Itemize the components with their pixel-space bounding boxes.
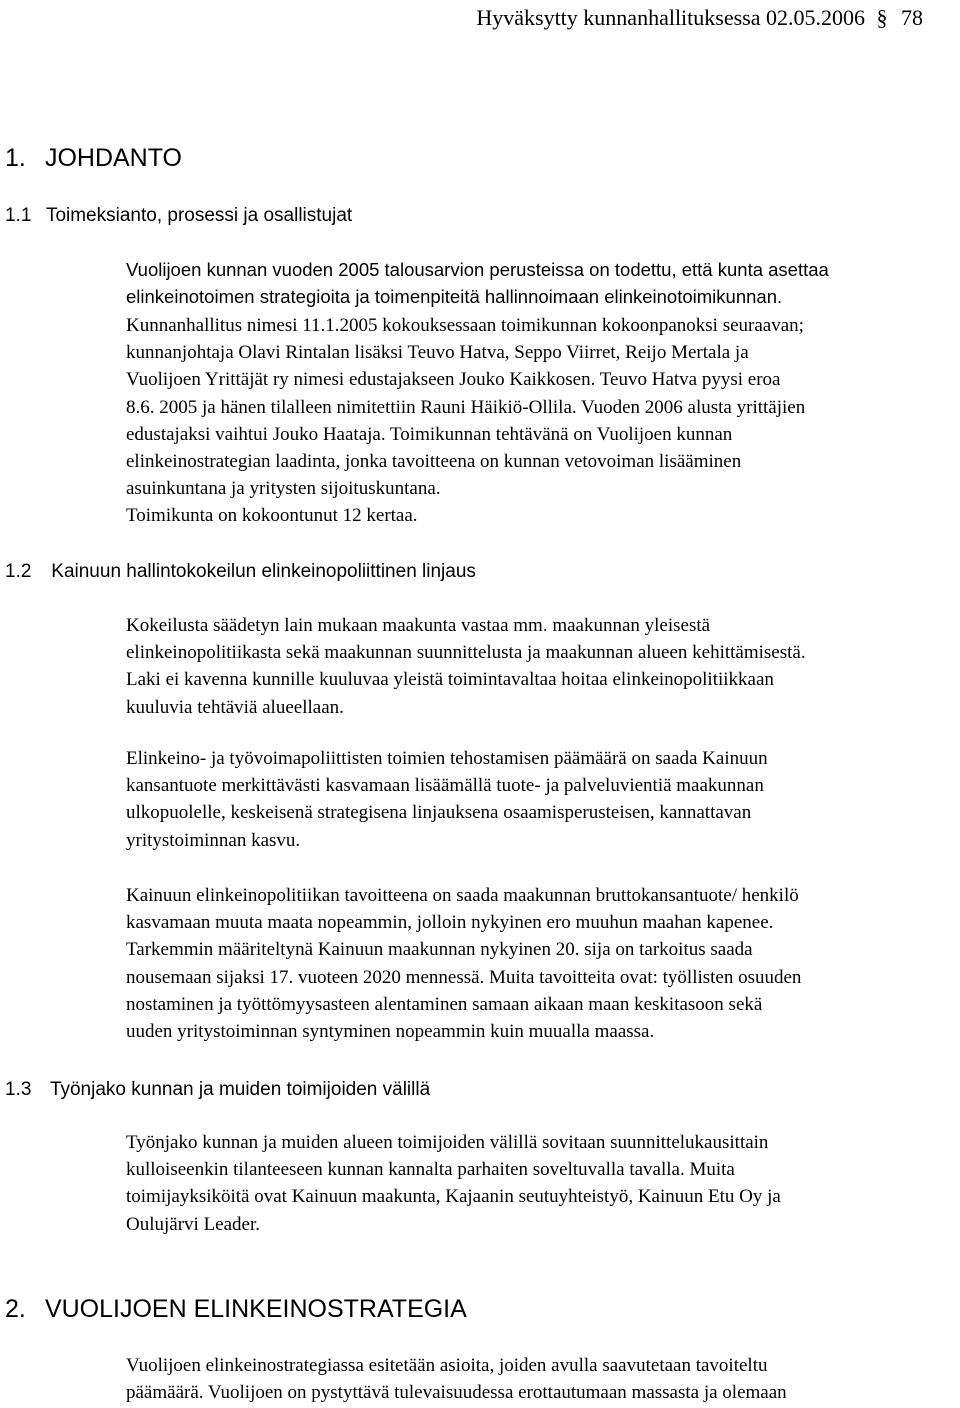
text-line: kasvamaan muuta maata nopeammin, jolloin nykyinen ero muuhun maahan kapenee.: [126, 912, 774, 934]
text-line: uuden yritystoiminnan syntyminen nopeammin kuin muualla maassa.: [126, 1021, 655, 1043]
text-line: Oulujärvi Leader.: [126, 1213, 261, 1235]
text-line: elinkeinopolitiikasta sekä maakunnan suunnittelusta ja maakunnan alueen kehittämisestä.: [126, 642, 806, 664]
paragraph-7: [126, 1352, 958, 1406]
paragraph-3: [126, 612, 958, 721]
text-line: elinkeinotoimen strategioita ja toimenpiteitä hallinnoimaan elinkeinotoimikunnan.: [126, 286, 783, 308]
text-line: Toimikunta on kokoontunut 12 kertaa.: [126, 505, 418, 527]
section-sign: §: [876, 5, 888, 30]
text-line: Kokeilusta säädetyn lain mukaan maakunta vastaa mm. maakunnan yleisestä: [126, 615, 711, 636]
heading-number: 1.3: [5, 1079, 32, 1100]
text-line: Tarkemmin määriteltynä Kainuun maakunnan nykyinen 20. sija on tarkoitus saada: [126, 939, 753, 961]
heading-number: 1.2: [5, 561, 32, 582]
section-heading-1-3: [5, 1077, 430, 1103]
text-line: kunnanjohtaja Olavi Rintalan lisäksi Teuvo Hatva, Seppo Viirret, Reijo Mertala ja: [126, 342, 749, 364]
section-heading-2: [5, 1293, 467, 1325]
text-line: Työnjako kunnan ja muiden alueen toimijoiden välillä sovitaan suunnittelukausittain: [126, 1132, 769, 1153]
section-heading-1-1: [5, 203, 352, 229]
text-line: Vuolijoen Yrittäjät ry nimesi edustajakseen Jouko Kaikkosen. Teuvo Hatva pyysi eroa: [126, 369, 781, 391]
heading-title: Työnjako kunnan ja muiden toimijoiden välillä: [49, 1079, 431, 1100]
section-heading-1-2: [5, 559, 476, 585]
heading-number: 1.1: [5, 205, 32, 226]
paragraph-1: [126, 256, 958, 310]
text-line: Kunnanhallitus nimesi 11.1.2005 kokouksessaan toimikunnan kokoonpanoksi seuraavan;: [126, 315, 804, 336]
text-line: Kainuun elinkeinopolitiikan tavoitteena on saada maakunnan bruttokansantuote/ henkilö: [126, 885, 799, 906]
text-line: nostaminen ja työttömyysasteen alentaminen samaan aikaan maan keskitasoon sekä: [126, 993, 763, 1015]
text-line: kansantuote merkittävästi kasvamaan lisäämällä tuote- ja palveluvientiä maakunnan: [126, 775, 764, 797]
paragraph-5: [126, 882, 958, 1045]
text-line: toimijayksiköitä ovat Kainuun maakunta, Kajaanin seutuyhteistyö, Kainuun Etu Oy ja: [126, 1186, 781, 1208]
text-line: edustajaksi vaihtui Jouko Haataja. Toimikunnan tehtävänä on Vuolijoen kunnan: [126, 423, 733, 445]
heading-title: VUOLIJOEN ELINKEINOSTRATEGIA: [44, 1295, 467, 1323]
heading-number: 2.: [5, 1295, 26, 1323]
paragraph-2: [126, 312, 958, 530]
page-header: [476, 0, 923, 38]
heading-title: JOHDANTO: [44, 144, 183, 172]
text-line: 8.6. 2005 ja hänen tilalleen nimitettiin Rauni Häikiö-Ollila. Vuoden 2006 alusta yrittäjien: [126, 396, 806, 418]
text-line: kuuluvia tehtäviä alueellaan.: [126, 696, 344, 718]
paragraph-4: [126, 745, 958, 854]
section-heading-1: [5, 142, 182, 174]
heading-title: Kainuun hallintokokeilun elinkeinopoliittinen linjaus: [51, 561, 476, 582]
text-line: elinkeinostrategian laadinta, jonka tavoitteena on kunnan vetovoiman lisääminen: [126, 451, 742, 473]
header-text: Hyväksytty kunnanhallituksessa 02.05.2006: [476, 5, 865, 30]
text-line: ulkopuolelle, keskeisenä strategisena linjauksena osaamisperusteisen, kannattavan: [126, 802, 752, 824]
text-line: kulloiseenkin tilanteeseen kunnan kannalta parhaiten soveltuvalla tavalla. Muita: [126, 1159, 735, 1181]
text-line: Vuolijoen elinkeinostrategiassa esitetään asioita, joiden avulla saavutetaan tavoiteltu: [126, 1355, 768, 1376]
heading-number: 1.: [5, 144, 26, 172]
text-line: Vuolijoen kunnan vuoden 2005 talousarvion perusteissa on todettu, että kunta asettaa: [126, 259, 829, 280]
text-line: päämäärä. Vuolijoen on pystyttävä tulevaisuudessa erottautumaan massasta ja olemaan: [126, 1382, 787, 1404]
text-line: Elinkeino- ja työvoimapoliittisten toimien tehostamisen päämäärä on saada Kainuun: [126, 748, 768, 769]
heading-title: Toimeksianto, prosessi ja osallistujat: [45, 205, 353, 226]
header-number: 78: [901, 5, 923, 30]
text-line: yritystoiminnan kasvu.: [126, 829, 301, 851]
text-line: asuinkuntana ja yritysten sijoituskuntana.: [126, 478, 441, 500]
paragraph-6: [126, 1129, 958, 1238]
text-line: Laki ei kavenna kunnille kuuluvaa yleistä toimintavaltaa hoitaa elinkeinopolitiikkaan: [126, 669, 774, 691]
text-line: nousemaan sijaksi 17. vuoteen 2020 mennessä. Muita tavoitteita ovat: työllisten osuuden: [126, 966, 802, 988]
